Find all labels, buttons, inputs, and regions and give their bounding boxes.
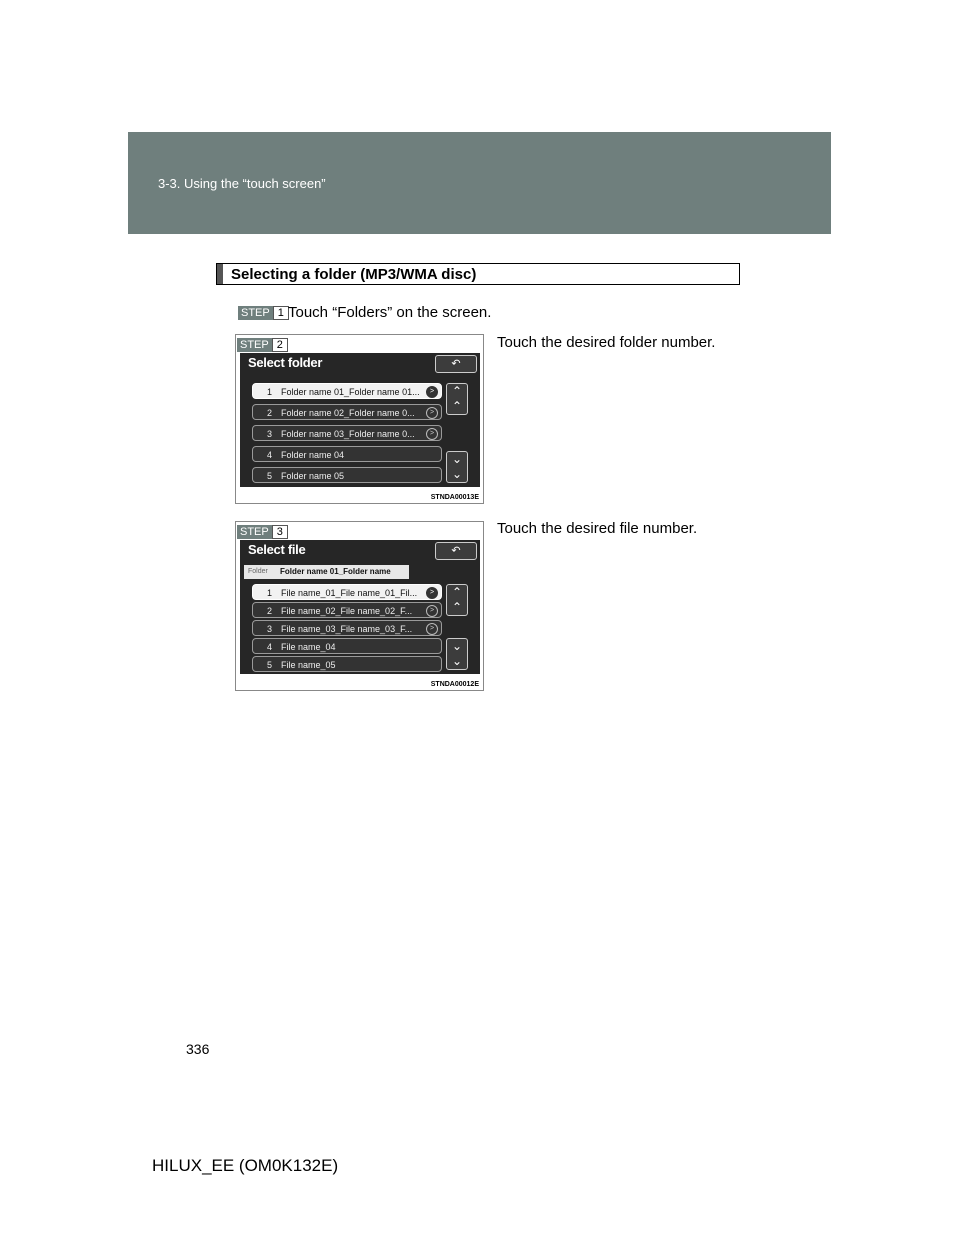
select-folder-screen: [240, 353, 480, 487]
double-chevron-up-icon: ⌃ ⌃: [451, 585, 463, 614]
chevron-right-icon: >: [426, 605, 438, 617]
return-arrow-icon: ↶: [451, 545, 461, 557]
double-chevron-up-icon: ⌃ ⌃: [451, 384, 463, 413]
file-row-5[interactable]: 5 File name_05: [252, 656, 442, 672]
chevron-right-icon: >: [426, 428, 438, 440]
chevron-right-icon: >: [426, 386, 438, 398]
scroll-down-button[interactable]: [446, 638, 468, 670]
heading-bar: [217, 264, 223, 284]
select-file-screen: [240, 540, 480, 674]
section-title: 3-3. Using the “touch screen”: [158, 176, 326, 191]
double-chevron-down-icon: ⌄ ⌄: [451, 452, 463, 481]
topic-heading-text: Selecting a folder (MP3/WMA disc): [231, 266, 477, 283]
file-row-3[interactable]: 3 File name_03_File name_03_F... >: [252, 620, 442, 636]
manual-code: HILUX_EE (OM0K132E): [152, 1156, 339, 1175]
step-3-text: Touch the desired file number.: [497, 520, 698, 537]
file-row-1[interactable]: 1 File name_01_File name_01_Fil... >: [252, 584, 442, 600]
topic-heading: [216, 263, 740, 285]
figure-code: STNDA00013E: [430, 494, 479, 501]
step-2-text: Touch the desired folder number.: [497, 334, 716, 351]
step-1-badge: STEP 1: [238, 306, 289, 320]
file-row-2[interactable]: 2 File name_02_File name_02_F... >: [252, 602, 442, 618]
screen-title: Select file: [248, 542, 306, 557]
folder-row-2[interactable]: 2 Folder name 02_Folder name 0... >: [252, 404, 442, 420]
chevron-right-icon: >: [426, 623, 438, 635]
scroll-up-button[interactable]: [446, 584, 468, 616]
folder-row-5[interactable]: 5 Folder name 05: [252, 467, 442, 483]
figure-select-file: [235, 521, 484, 691]
step-2-badge: STEP 2: [237, 338, 288, 352]
section-header: [128, 132, 831, 234]
step-1-text: Touch “Folders” on the screen.: [288, 304, 492, 321]
screen-title: Select folder: [248, 355, 323, 370]
figure-code: STNDA00012E: [430, 681, 479, 688]
scroll-up-button[interactable]: [446, 383, 468, 415]
back-button[interactable]: [435, 355, 477, 373]
chevron-right-icon: >: [426, 587, 438, 599]
chevron-right-icon: >: [426, 407, 438, 419]
file-row-4[interactable]: 4 File name_04: [252, 638, 442, 654]
folder-row-3[interactable]: 3 Folder name 03_Folder name 0... >: [252, 425, 442, 441]
double-chevron-down-icon: ⌄ ⌄: [451, 639, 463, 668]
folder-row-4[interactable]: 4 Folder name 04: [252, 446, 442, 462]
page-number: 336: [186, 1041, 210, 1057]
current-folder-tab: Folder Folder name 01_Folder name: [244, 565, 409, 579]
folder-row-1[interactable]: 1 Folder name 01_Folder name 01... >: [252, 383, 442, 399]
step-3-badge: STEP 3: [237, 525, 288, 539]
scroll-down-button[interactable]: [446, 451, 468, 483]
back-button[interactable]: [435, 542, 477, 560]
figure-select-folder: [235, 334, 484, 504]
return-arrow-icon: ↶: [451, 358, 461, 370]
